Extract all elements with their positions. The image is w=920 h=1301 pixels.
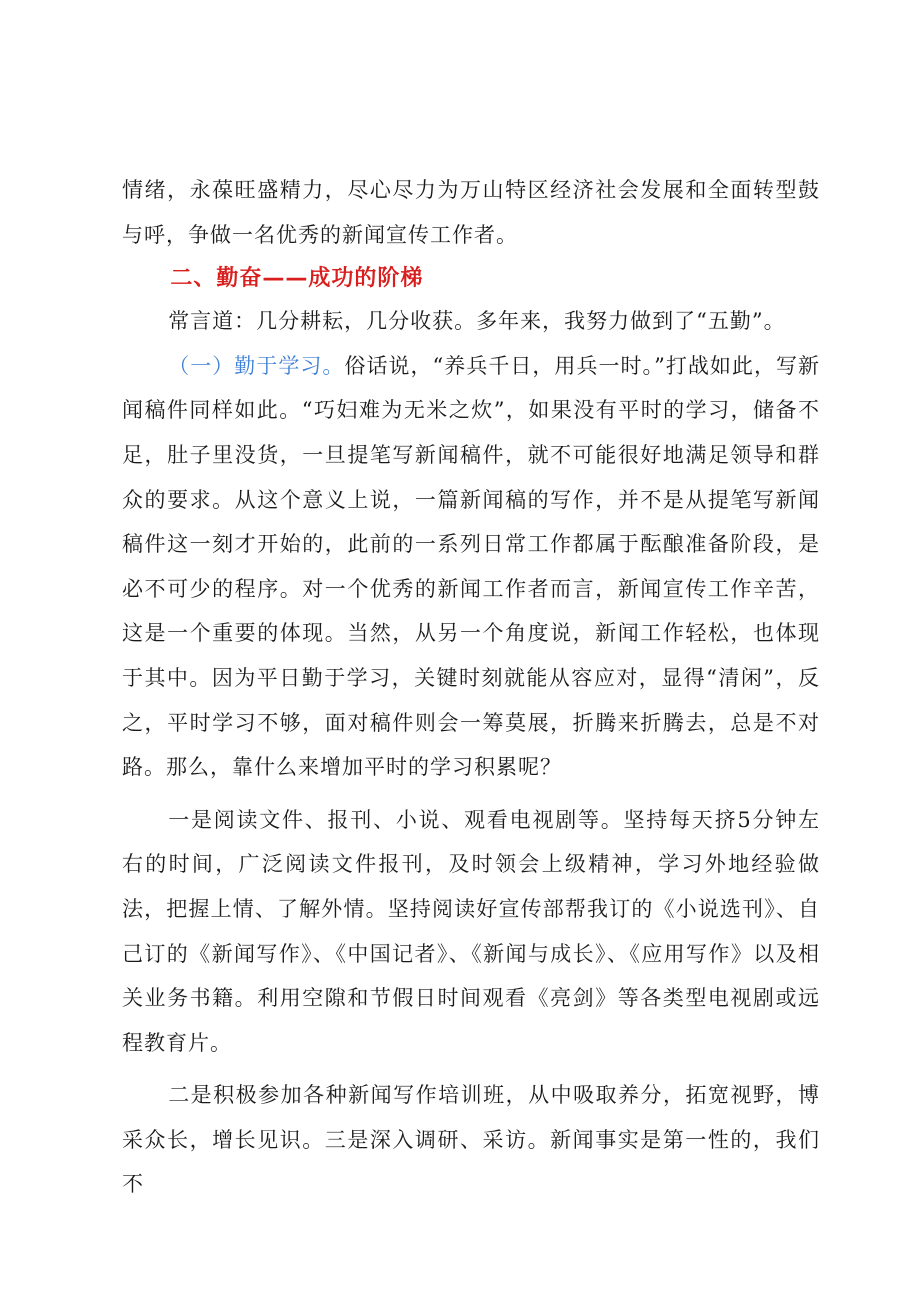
paragraph-training: 二是积极参加各种新闻写作培训班，从中吸取养分，拓宽视野，博采众长，增长见识。三是深入调研、采访。新闻事实是第一性的，我们不 [122,1083,820,1197]
document-body [122,168,820,1207]
paragraph-reading: 一是阅读文件、报刊、小说、观看电视剧等。坚持每天挤5分钟左右的时间，广泛阅读文件报刊，及时领会上级精神，学习外地经验做法，把握上情、了解外情。坚持阅读好宣传部帮我订的《小说选刊》、自己订的《新闻写作》、《中国记者》、《新闻与成长》、《应用写作》以及相关业务书籍。利用空隙和节假日时间观看《亮剑》等各类型电视剧或远程教育片。 [122,807,820,1055]
paragraph-study [122,344,820,790]
section-heading: 二、勤奋——成功的阶梯 [170,266,424,292]
paragraph-intro: 常言道：几分耕耘，几分收获。多年来，我努力做到了“五勤”。 [168,309,786,334]
paragraph-continued: 情绪，永葆旺盛精力，尽心尽力为万山特区经济社会发展和全面转型鼓与呼，争做一名优秀的新闻宣传工作者。 [122,178,820,247]
sub-heading-study: （一）勤于学习。 [168,353,345,378]
paragraph-study-text: 俗话说，“养兵千日，用兵一时。”打战如此，写新闻稿件同样如此。“巧妇难为无米之炊”，如果没有平时的学习，储备不足，肚子里没货，一旦提笔写新闻稿件，就不可能很好地满足领导和群众的要求。从这个意义上说，一篇新闻稿的写作，并不是从提笔写新闻稿件这一刻才开始的，此前的一系列日常工作都属于酝酿准备阶段，是必不可少的程序。对一个优秀的新闻工作者而言，新闻宣传工作辛苦，这是一个重要的体现。当然，从另一个角度说，新闻工作轻松，也体现于其中。因为平日勤于学习，关键时刻就能从容应对，显得“清闲”，反之，平时学习不够，面对稿件则会一筹莫展，折腾来折腾去，总是不对路。那么，靠什么来增加平时的学习积累呢？ [122,353,820,780]
